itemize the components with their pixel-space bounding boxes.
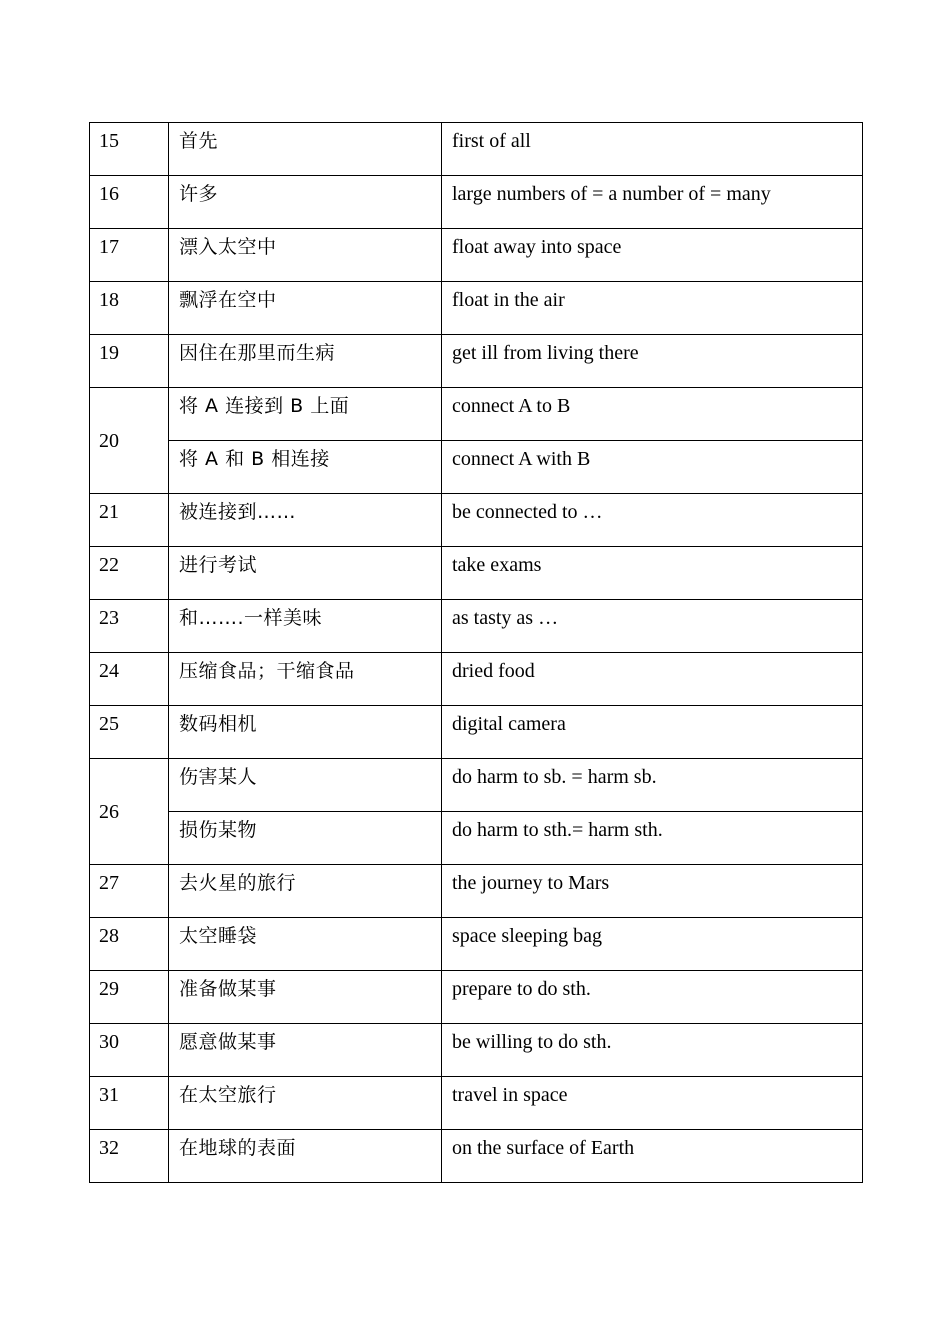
chinese-term-cell [169,971,442,1024]
row-number: 15 [99,130,119,152]
english-phrase-cell [442,176,863,229]
chinese-term: 飘浮在空中 [179,289,277,311]
table-row [90,229,863,282]
table-row [90,971,863,1024]
row-number-cell [90,706,169,759]
english-phrase: digital camera [452,713,566,735]
chinese-term-cell [169,388,442,441]
chinese-term-cell [169,600,442,653]
english-phrase: prepare to do sth. [452,978,591,1000]
vocabulary-table [89,122,863,1183]
chinese-term: 太空睡袋 [179,925,258,947]
row-number: 31 [99,1084,119,1106]
chinese-term-cell [169,1024,442,1077]
chinese-term-cell [169,865,442,918]
chinese-term-cell [169,441,442,494]
chinese-term: 漂入太空中 [179,236,277,258]
english-phrase-cell [442,706,863,759]
english-phrase-cell [442,653,863,706]
table-row [90,759,863,812]
english-phrase-cell [442,441,863,494]
table-row [90,918,863,971]
row-number: 19 [99,342,119,364]
row-number: 21 [99,501,119,523]
chinese-term: 进行考试 [179,554,258,576]
english-phrase-cell [442,335,863,388]
chinese-term: 在地球的表面 [179,1137,297,1159]
english-phrase: space sleeping bag [452,925,602,947]
table-row [90,494,863,547]
chinese-term-cell [169,229,442,282]
chinese-term: 首先 [179,130,219,152]
english-phrase-cell [442,229,863,282]
row-number: 24 [99,660,119,682]
chinese-term-cell [169,494,442,547]
chinese-term-cell [169,282,442,335]
row-number-cell [90,547,169,600]
row-number: 28 [99,925,119,947]
row-number-cell [90,123,169,176]
row-number-cell [90,1024,169,1077]
english-phrase-cell [442,865,863,918]
table-row [90,176,863,229]
row-number: 17 [99,236,119,258]
english-phrase-cell [442,1077,863,1130]
english-phrase: travel in space [452,1084,568,1106]
row-number-cell [90,335,169,388]
chinese-term: 伤害某人 [179,766,258,788]
english-phrase: float away into space [452,236,622,258]
table-row [90,123,863,176]
chinese-term-cell [169,176,442,229]
chinese-term-cell [169,706,442,759]
table-row [90,1024,863,1077]
chinese-term-cell [169,918,442,971]
row-number-cell [90,759,169,865]
english-phrase: dried food [452,660,535,682]
table-row [90,653,863,706]
chinese-term: 和…….一样美味 [179,607,323,629]
row-number-cell [90,653,169,706]
table-row [90,335,863,388]
chinese-term: 准备做某事 [179,978,277,1000]
row-number-cell [90,1077,169,1130]
chinese-term-cell [169,547,442,600]
table-row [90,1130,863,1183]
row-number-cell [90,282,169,335]
table-row [90,441,863,494]
chinese-term: 因住在那里而生病 [179,342,336,364]
row-number-cell [90,176,169,229]
english-phrase-cell [442,1024,863,1077]
row-number: 32 [99,1137,119,1159]
chinese-term: 损伤某物 [179,819,258,841]
english-phrase-cell [442,282,863,335]
english-phrase-cell [442,759,863,812]
row-number-cell [90,388,169,494]
chinese-term-cell [169,1077,442,1130]
row-number-cell [90,494,169,547]
chinese-term: 在太空旅行 [179,1084,277,1106]
row-number-cell [90,918,169,971]
english-phrase-cell [442,1130,863,1183]
english-phrase: float in the air [452,289,565,311]
english-phrase-cell [442,388,863,441]
english-phrase: get ill from living there [452,342,639,364]
table-row [90,547,863,600]
row-number: 27 [99,872,119,894]
english-phrase: do harm to sb. = harm sb. [452,766,657,788]
row-number-cell [90,865,169,918]
english-phrase: take exams [452,554,542,576]
table-row [90,706,863,759]
row-number: 25 [99,713,119,735]
english-phrase-cell [442,918,863,971]
english-phrase-cell [442,812,863,865]
english-phrase: on the surface of Earth [452,1137,635,1159]
table-row [90,1077,863,1130]
row-number: 30 [99,1031,119,1053]
chinese-term: 数码相机 [179,713,258,735]
english-phrase: large numbers of = a number of = many [452,183,771,205]
row-number: 20 [99,429,119,452]
chinese-term-cell [169,1130,442,1183]
chinese-term-cell [169,759,442,812]
english-phrase: do harm to sth.= harm sth. [452,819,663,841]
row-number: 26 [99,800,119,823]
table-row [90,865,863,918]
table-row [90,282,863,335]
chinese-term-cell [169,653,442,706]
english-phrase-cell [442,971,863,1024]
english-phrase-cell [442,600,863,653]
row-number-cell [90,229,169,282]
english-phrase: connect A with B [452,448,591,470]
row-number: 23 [99,607,119,629]
row-number-cell [90,971,169,1024]
chinese-term: 将 A 连接到 B 上面 [179,395,350,417]
chinese-term-cell [169,335,442,388]
row-number-cell [90,1130,169,1183]
english-phrase: be connected to … [452,501,603,523]
chinese-term: 压缩食品；干缩食品 [179,660,355,682]
english-phrase: be willing to do sth. [452,1031,612,1053]
english-phrase: the journey to Mars [452,872,610,894]
table-row [90,388,863,441]
chinese-term: 被连接到…… [179,501,297,523]
row-number: 29 [99,978,119,1000]
table-row [90,600,863,653]
english-phrase: as tasty as … [452,607,559,629]
row-number-cell [90,600,169,653]
chinese-term: 将 A 和 B 相连接 [179,448,330,470]
row-number: 22 [99,554,119,576]
chinese-term-cell [169,123,442,176]
chinese-term: 许多 [179,183,219,205]
chinese-term: 去火星的旅行 [179,872,297,894]
english-phrase-cell [442,123,863,176]
english-phrase: connect A to B [452,395,571,417]
row-number: 18 [99,289,119,311]
english-phrase-cell [442,547,863,600]
table-row [90,812,863,865]
english-phrase: first of all [452,130,531,152]
row-number: 16 [99,183,119,205]
english-phrase-cell [442,494,863,547]
chinese-term: 愿意做某事 [179,1031,277,1053]
chinese-term-cell [169,812,442,865]
